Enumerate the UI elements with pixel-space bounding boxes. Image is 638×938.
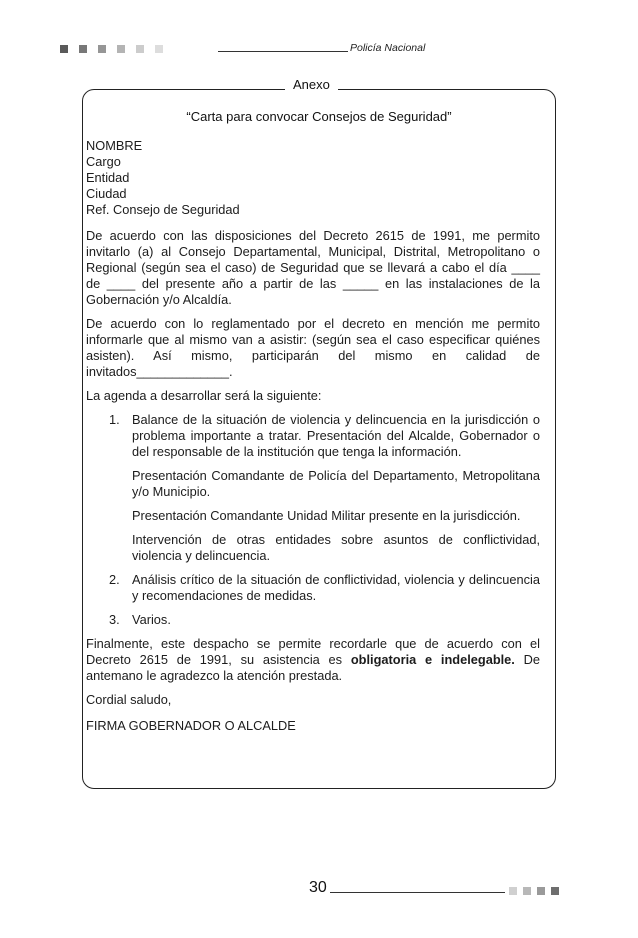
closing-text: Finalmente, este despacho se permite recordarle que de acuerdo con el Decreto 2615 de 1991, su asistencia es [86,636,540,667]
letter-body [86,138,540,734]
running-header [60,42,426,57]
annex-subtitle: “Carta para convocar Consejos de Seguridad” [186,109,452,124]
address-line-name: NOMBRE [86,138,143,153]
header-square [79,45,87,53]
header-square [98,45,106,53]
closing-text-end: De antemano le agradezco la atención prestada. [86,652,540,683]
footer-rule [330,892,505,893]
header-square [155,45,163,53]
annex-label: Anexo [285,77,338,92]
header-square [117,45,125,53]
address-line-cargo: Cargo [86,154,121,169]
address-line-entidad: Entidad [86,170,130,185]
closing-paragraph [86,636,540,684]
address-block [86,138,540,218]
agenda-item-number: 2. [109,572,120,587]
agenda-list [86,412,540,628]
agenda-item-text: Balance de la situación de violencia y delincuencia en la jurisdicción o problema importante a tratar. Presentación del Alcalde, Gobernador o del responsable de la institución que tenga la información. [132,412,540,459]
header-title: Policía Nacional [350,42,426,54]
address-line-ciudad: Ciudad [86,186,127,201]
header-rule [218,51,348,52]
agenda-subitem: Presentación Comandante Unidad Militar presente en la jurisdicción. [132,508,521,523]
agenda-item [86,612,540,628]
agenda-item-text: Análisis crítico de la situación de conflictividad, violencia y delincuencia y recomendaciones de medidas. [132,572,540,603]
agenda-subitem: Intervención de otras entidades sobre asuntos de conflictividad, violencia y delincuencia. [132,532,540,563]
paragraph-invitation: De acuerdo con las disposiciones del Decreto 2615 de 1991, me permito invitarlo (a) al Consejo Departamental, Municipal, Distrital, Metropolitano o Regional (según sea el caso) de Seguridad que se llevará a cabo el día ____ de ____ del presente año a partir de las _____ en las instalaciones de la Gobernación y/o Alcaldía. [86,228,540,307]
agenda-item-number: 3. [109,612,120,627]
agenda-item-number: 1. [109,412,120,427]
page-number: 30 [309,879,327,896]
header-square [136,45,144,53]
salutation: Cordial saludo, [86,692,172,707]
signature-line: FIRMA GOBERNADOR O ALCALDE [86,718,296,733]
agenda-item-text: Varios. [132,612,171,627]
footer-square [509,887,517,895]
footer-square [523,887,531,895]
agenda-intro: La agenda a desarrollar será la siguiente: [86,388,322,403]
address-line-ref: Ref. Consejo de Seguridad [86,202,240,217]
agenda-item [86,412,540,564]
paragraph-attendees: De acuerdo con lo reglamentado por el decreto en mención me permito informarle que al mismo van a asistir: (según sea el caso especificar quiénes asisten). Así mismo, participarán del mismo en calidad de invitados_____________. [86,316,540,379]
agenda-subitem: Presentación Comandante de Policía del Departamento, Metropolitana y/o Municipio. [132,468,540,499]
agenda-item [86,572,540,604]
header-square [60,45,68,53]
footer-square [551,887,559,895]
closing-emphasis: obligatoria e indelegable. [350,652,515,667]
footer-square [537,887,545,895]
